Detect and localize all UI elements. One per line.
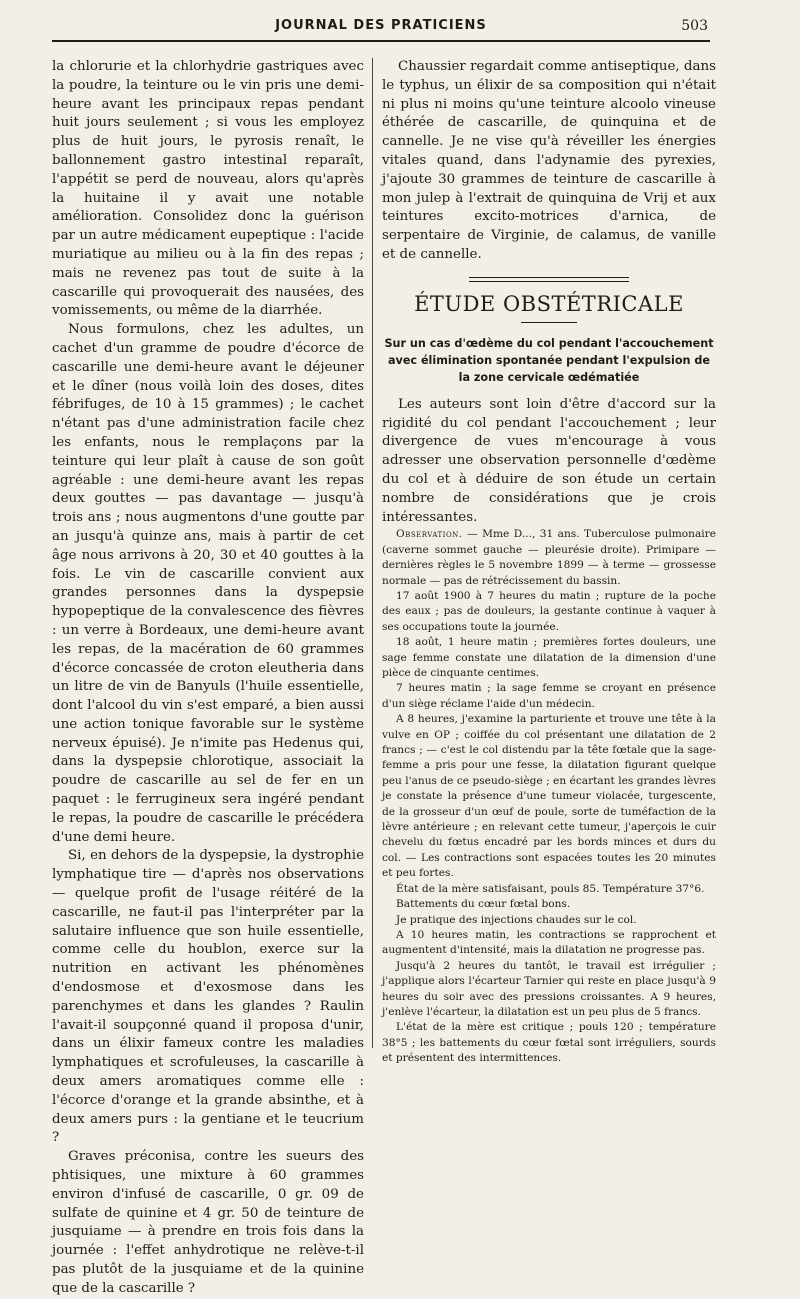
- left-paragraph: Graves préconisa, contre les sueurs des phtisiques, une mixture à 60 grammes environ d'infusé de cascarille, 0 gr. 09 de sulfate de quinine et 4 gr. 50 de teinture de jusquiame — à prendre en trois fois dans la journée : l'effet anhydrotique ne relève-t-il pas plutôt de la jusquiame et de la quinine que de la cascarille ?: [52, 1149, 364, 1296]
- observation-paragraph: A 10 heures matin, les contractions se rapprochent et augmentent d'intensité, mais la dilatation ne progresse pas.: [382, 928, 716, 957]
- observation-paragraph: A 8 heures, j'examine la parturiente et trouve une tête à la vulve en OP ; coiffée du col présentant une dilatation de 2 francs ; — c'est le col distendu par la tête fœtale que la sage-femme a pris pour une fesse, la dilatation figurant quelque peu l'anus de ce pseudo-siège ; en écartant les grandes lèvres je constate la présence d'une tumeur violacée, turgescente, de la grosseur d'un œuf de poule, sorte de tuméfaction de la lèvre antérieure ; en relevant cette tumeur, j'aperçois le cuir chevelu du fœtus encadré par les bords minces et durs du col. — Les contractions sont espacées toutes les 20 minutes et peu fortes.: [382, 713, 716, 880]
- left-paragraph: Nous formulons, chez les adultes, un cachet d'un gramme de poudre d'écorce de cascarille une demi-heure avant le déjeuner et le dîner (nous voilà loin des doses, dites fébrifuges, de 10 à 15 grammes) ; le cachet n'étant pas d'une administration facile chez les enfants, nous le remplaçons par la teinture qui leur plaît à cause de son goût agréable : une demi-heure avant les repas deux gouttes — pas davantage — jusqu'à trois ans ; nous augmentons d'une goutte par an jusqu'à quinze ans, mais à partir de cet âge nous arrivons à 20, 30 et 40 gouttes à la fois. Le vin de cascarille convient aux grandes personnes dans la dyspepsie hypopeptique de la convalescence des fièvres : un verre à Bordeaux, une demi-heure avant les repas, de la macération de 60 grammes d'écorce concassée de croton eleutheria dans un litre de vin de Banyuls (l'huile essentielle, dont l'alcool du vin s'est emparé, a bien aussi une action tonique favorable sur le système nerveux épuisé). Je n'imite pas Hedenus qui, dans la dyspepsie chlorotique, associait la poudre de cascarille au sel de fer en un paquet : le ferrugineux sera ingéré pendant le repas, la poudre de cascarille le précédera d'une demi heure.: [52, 322, 364, 845]
- section-title: ÉTUDE OBSTÉTRICALE: [414, 291, 684, 316]
- observation-paragraph: [382, 527, 716, 589]
- observation-paragraph: Battements du cœur fœtal bons.: [396, 898, 571, 911]
- section-separator: [469, 277, 629, 282]
- observation-paragraph: 17 août 1900 à 7 heures du matin ; rupture de la poche des eaux ; pas de douleurs, la gestante continue à vaquer à ses occupations toute la journée.: [382, 589, 716, 633]
- observation-paragraph: 18 août, 1 heure matin ; premières fortes douleurs, une sage femme constate une dilatation de la dimension d'une pièce de cinquante centimes.: [382, 636, 716, 679]
- title-rule: [521, 322, 577, 323]
- left-paragraph: Si, en dehors de la dyspepsie, la dystrophie lymphatique tire — d'après nos observations — quelque profit de l'usage réitéré de la cascarille, ne faut-il pas l'interpréter par la salutaire influence que son huile essentielle, comme celle du houblon, exerce sur la nutrition en activant les phénomènes d'endosmose et d'exosmose dans les parenchymes et dans les glandes ? Raulin l'avait-il soupçonné quand il proposa d'unir, dans un élixir fameux contre les maladies lymphatiques et scrofuleuses, la cascarille à deux amers aromatiques comme elle : l'écorce d'orange et la grande absinthe, et à deux amers purs : la gentiane et le teucrium ?: [52, 848, 364, 1146]
- left-paragraph: la chlorurie et la chlorhydrie gastriques avec la poudre, la teinture ou le vin pris une demi-heure avant les principaux repas pendant huit jours seulement ; si vous les employez plus de huit jours, le pyrosis renaît, le ballonnement gastro intestinal reparaît, l'appétit se perd de nouveau, alors qu'après la huitaine il y avait une notable amélioration. Consolidez donc la guérison par un autre médicament eupeptique : l'acide muriatique au milieu ou à la fin des repas ; mais ne revenez pas tout de suite à la cascarille qui provoquerait des nausées, des vomissements, ou même de la diarrhée.: [52, 59, 364, 319]
- observation-paragraph: État de la mère satisfaisant, pouls 85. Température 37°6.: [396, 882, 705, 895]
- running-header: [52, 14, 710, 42]
- journal-title: JOURNAL DES PRATICIENS: [275, 18, 487, 33]
- column-divider: [372, 58, 373, 1048]
- article-subtitle: Sur un cas d'œdème du col pendant l'accouchement avec élimination spontanée pendant l'expulsion de la zone cervicale œdématiée: [384, 336, 714, 384]
- left-column: [52, 58, 364, 1296]
- observation-paragraph: Je pratique des injections chaudes sur le col.: [396, 913, 637, 926]
- right-column: [382, 58, 716, 1088]
- observation-paragraph: Jusqu'à 2 heures du tantôt, le travail est irrégulier ; j'applique alors l'écarteur Tarnier qui reste en place jusqu'à 9 heures du soir avec des pressions croissantes. A 9 heures, j'enlève l'écarteur, la dilatation est un peu plus de 5 francs.: [382, 959, 716, 1018]
- observation-text: — Mme D..., 31 ans. Tuberculose pulmonaire (caverne sommet gauche — pleurésie droite). Primipare — dernières règles le 5 novembre 1899 — à terme — grossesse normale — pas de rétrécissement du bassin.: [382, 528, 716, 587]
- page-number: 503: [681, 18, 708, 34]
- observation-paragraph: 7 heures matin ; la sage femme se croyant en présence d'un siège réclame l'aide d'un médecin.: [382, 682, 716, 710]
- lead-paragraph: Les auteurs sont loin d'être d'accord sur la rigidité du col pendant l'accouchement ; leur divergence de vues m'encourage à vous adresser une observation personnelle d'œdème du col et à déduire de son étude un certain nombre de considérations que je crois intéressantes.: [382, 396, 716, 525]
- observation-label: Observation.: [396, 528, 463, 541]
- right-intro-paragraph: Chaussier regardait comme antiseptique, dans le typhus, un élixir de sa composition qui n'était ni plus ni moins qu'une teinture alcoolo vineuse éthérée de cascarille, de quinquina et de cannelle. Je ne vise qu'à réveiller les énergies vitales quand, dans l'adynamie des pyrexies, j'ajoute 30 grammes de teinture de cascarille à mon julep à l'extrait de quinquina de Vrij et aux teintures excito-motrices d'arnica, de serpentaire de Virginie, de calamus, de vanille et de cannelle.: [382, 59, 716, 262]
- observation-paragraph: L'état de la mère est critique ; pouls 120 ; température 38°5 ; les battements du cœur fœtal sont irréguliers, sourds et présentent des intermittences.: [382, 1021, 716, 1065]
